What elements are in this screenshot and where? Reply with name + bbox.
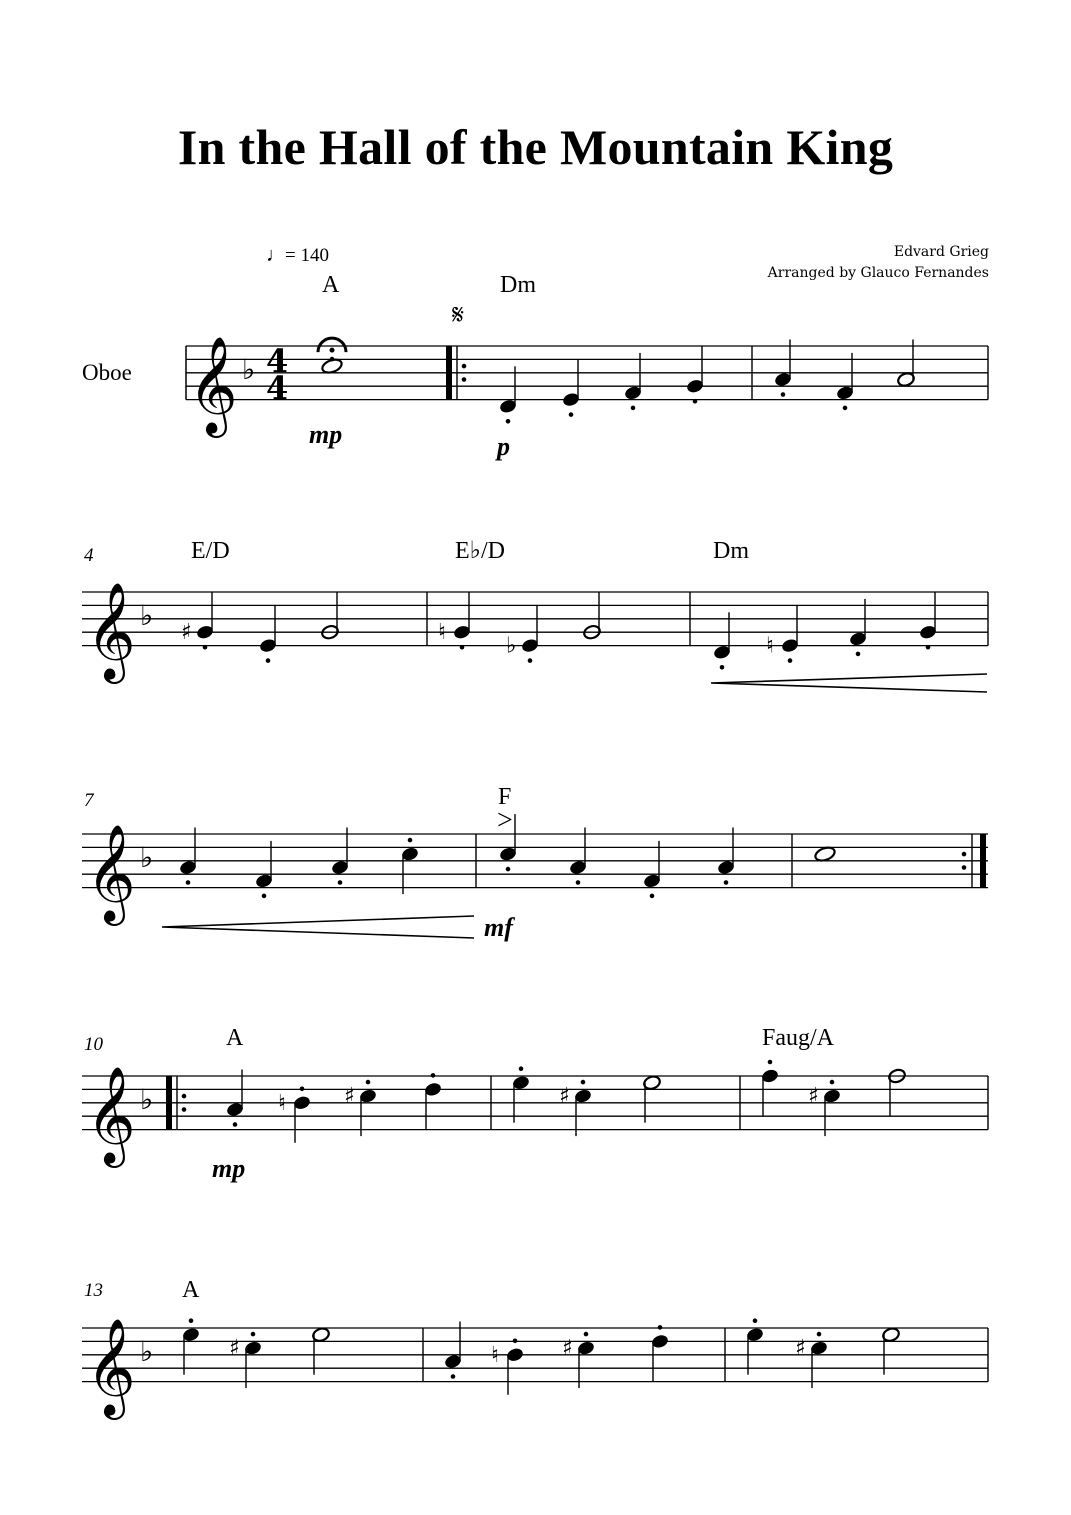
sharp-accidental: ♯ <box>562 1336 573 1362</box>
staccato-dot <box>338 880 343 885</box>
note <box>623 353 642 410</box>
crescendo-hairpin <box>162 916 474 938</box>
sharp-accidental: ♯ <box>229 1336 240 1362</box>
note <box>278 1087 312 1143</box>
staccato-dot <box>631 406 636 411</box>
staff-system <box>82 1060 988 1168</box>
staccato-dot <box>189 1318 194 1323</box>
note <box>400 838 419 894</box>
staccato-dot <box>431 1073 436 1078</box>
staccato-dot <box>266 658 271 663</box>
repeat-barline <box>166 1076 172 1130</box>
repeat-dot <box>462 377 467 382</box>
note <box>808 1080 842 1136</box>
tempo-text: = 140 <box>285 245 329 266</box>
sharp-accidental: ♯ <box>559 1084 570 1110</box>
staff-system <box>82 582 988 684</box>
sharp-accidental: ♯ <box>795 1336 806 1362</box>
staccato-dot <box>584 1332 589 1337</box>
dynamic-marking: mp <box>212 1154 246 1183</box>
staccato-dot <box>506 867 511 872</box>
staccato-dot <box>569 412 574 417</box>
repeat-dot <box>182 1107 187 1112</box>
note <box>745 1318 764 1374</box>
sharp-accidental: ♯ <box>181 620 192 646</box>
repeat-dot <box>962 865 967 870</box>
note <box>642 841 661 898</box>
natural-accidental: ♮ <box>766 633 774 659</box>
score-title: In the Hall of the Mountain King <box>177 119 894 175</box>
note <box>881 1327 900 1375</box>
note <box>506 606 540 663</box>
time-signature: 4 <box>266 369 289 407</box>
flat-accidental: ♭ <box>506 633 517 659</box>
dynamic-marking: mp <box>309 420 343 449</box>
note <box>443 1322 462 1379</box>
note <box>491 1339 525 1395</box>
staccato-dot <box>262 894 267 899</box>
measure-number: 13 <box>84 1280 103 1301</box>
repeat-barline <box>446 346 452 400</box>
staccato-dot <box>650 894 655 899</box>
key-signature-flat: ♭ <box>140 598 154 632</box>
repeat-dot <box>462 364 467 369</box>
note <box>561 360 580 417</box>
natural-accidental: ♮ <box>438 620 446 646</box>
segno-sign: 𝄋 <box>452 298 465 331</box>
staccato-dot <box>926 645 931 650</box>
repeat-dot <box>182 1094 187 1099</box>
chord-symbol: A <box>182 1277 200 1303</box>
treble-clef-icon: 𝄞 <box>86 823 136 922</box>
key-signature-flat: ♭ <box>140 1082 154 1116</box>
note <box>344 1080 378 1136</box>
staccato-dot <box>186 880 191 885</box>
key-signature-flat: ♭ <box>140 840 154 874</box>
natural-accidental: ♮ <box>491 1342 499 1368</box>
staccato-dot <box>768 1060 773 1065</box>
note <box>582 592 601 640</box>
note <box>766 606 800 663</box>
tempo-note: ♩ <box>266 244 286 266</box>
staccato-dot <box>843 406 848 411</box>
chord-symbol: E/D <box>191 538 230 564</box>
staccato-dot <box>576 880 581 885</box>
staccato-dot <box>513 1339 518 1344</box>
note <box>896 340 915 388</box>
staccato-dot <box>408 838 413 843</box>
natural-accidental: ♮ <box>278 1090 286 1116</box>
note <box>254 841 273 898</box>
staccato-dot <box>581 1080 586 1085</box>
measure-number: 7 <box>84 790 94 811</box>
chord-symbol: A <box>322 272 340 298</box>
staccato-dot <box>251 1332 256 1337</box>
crescendo-hairpin <box>711 674 987 692</box>
staccato-dot <box>233 1122 238 1127</box>
note <box>716 828 735 885</box>
instrument-name: Oboe <box>82 360 132 385</box>
note <box>178 828 197 885</box>
staccato-dot <box>720 665 725 670</box>
note <box>320 592 339 640</box>
note <box>511 1066 530 1122</box>
staccato-dot <box>788 658 793 663</box>
note <box>229 1332 263 1388</box>
note <box>318 338 346 375</box>
note <box>848 599 867 656</box>
note <box>835 353 854 410</box>
note <box>568 828 587 885</box>
staccato-dot <box>460 645 465 650</box>
fermata-dot <box>330 348 335 353</box>
staccato-dot <box>693 399 698 404</box>
treble-clef-icon: 𝄞 <box>86 1317 136 1416</box>
key-signature-flat: ♭ <box>242 352 256 386</box>
chord-symbol: E♭/D <box>455 538 505 564</box>
treble-clef-icon: 𝄞 <box>188 335 238 434</box>
note <box>760 1060 779 1116</box>
chord-symbol: F <box>498 784 512 810</box>
arranger-credit: Arranged by Glauco Fernandes <box>767 265 989 281</box>
chord-symbol: Dm <box>713 538 749 564</box>
note <box>181 592 215 649</box>
staff-systems <box>82 336 988 1420</box>
treble-clef-icon: 𝄞 <box>86 581 136 680</box>
staccato-dot <box>856 652 861 657</box>
measure-number: 10 <box>84 1034 103 1055</box>
note <box>887 1068 906 1116</box>
dynamic-marking: mf <box>484 913 513 942</box>
note <box>330 828 349 885</box>
staccato-dot <box>366 1080 371 1085</box>
staccato-dot <box>451 1374 456 1379</box>
staff-system <box>82 814 988 926</box>
staff-system <box>82 1318 988 1420</box>
repeat-barline <box>980 834 986 888</box>
staccato-dot <box>300 1087 305 1092</box>
staccato-dot <box>528 658 533 663</box>
key-signature-flat: ♭ <box>140 1334 154 1368</box>
note <box>498 366 517 423</box>
staccato-dot <box>753 1318 758 1323</box>
staccato-dot <box>830 1080 835 1085</box>
note <box>562 1332 596 1388</box>
note <box>650 1325 669 1381</box>
dynamic-marking: p <box>497 432 510 461</box>
note <box>773 340 792 397</box>
note <box>258 606 277 663</box>
staccato-dot <box>203 645 208 650</box>
note <box>795 1332 829 1388</box>
note <box>685 346 704 403</box>
note <box>918 592 937 649</box>
staccato-dot <box>781 392 786 397</box>
accent-mark: > <box>497 805 513 836</box>
note <box>642 1075 661 1123</box>
repeat-dot <box>962 852 967 857</box>
note <box>181 1318 200 1374</box>
staccato-dot <box>506 419 511 424</box>
measure-number: 4 <box>84 545 94 566</box>
staccato-dot <box>817 1332 822 1337</box>
note <box>311 1327 330 1375</box>
time-signature: 4 <box>266 342 289 380</box>
chord-symbol: Dm <box>500 272 536 298</box>
note <box>438 592 472 649</box>
staccato-dot <box>724 880 729 885</box>
chord-symbol: Faug/A <box>762 1025 834 1051</box>
composer-credit: Edvard Grieg <box>893 244 989 260</box>
staccato-dot <box>658 1325 663 1330</box>
chord-symbol: A <box>226 1025 244 1051</box>
note <box>712 612 731 669</box>
staccato-dot <box>330 357 335 362</box>
treble-clef-icon: 𝄞 <box>86 1065 136 1164</box>
staccato-dot <box>519 1066 524 1071</box>
note <box>225 1070 244 1127</box>
note <box>559 1080 593 1136</box>
note <box>423 1073 442 1129</box>
staff-system <box>186 336 988 438</box>
sharp-accidental: ♯ <box>344 1084 355 1110</box>
sharp-accidental: ♯ <box>808 1084 819 1110</box>
